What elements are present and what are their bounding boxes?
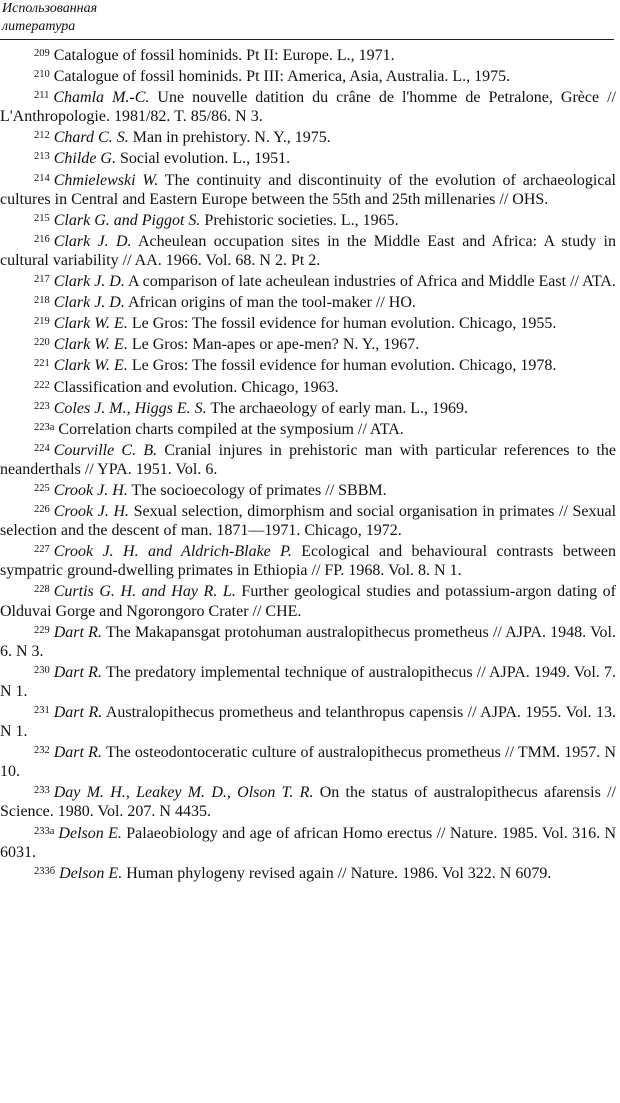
reference-entry: [0, 147, 616, 168]
reference-author: Clark J. D.: [53, 273, 125, 291]
reference-author: Courville C. B.: [53, 441, 158, 459]
reference-text: Catalogue of fossil hominids. Pt III: America, Asia, Australia. L., 1975.: [53, 68, 511, 86]
reference-number: 228: [34, 584, 50, 596]
reference-entry: [0, 621, 616, 661]
reference-entry: [0, 781, 616, 821]
reference-entry: [0, 862, 616, 883]
reference-author: Clark W. E.: [53, 357, 128, 375]
reference-number: 230: [34, 664, 50, 676]
reference-text: The socioecology of primates // SBBM.: [127, 481, 387, 499]
running-header-line-1: Использованная: [2, 1, 98, 16]
reference-number: 233a: [34, 825, 55, 837]
reference-entry: [0, 230, 616, 270]
reference-entry: [0, 661, 616, 701]
reference-author: Clark J. D.: [53, 232, 132, 250]
reference-entry: [0, 65, 616, 86]
reference-number: 217: [34, 274, 50, 286]
reference-text: Correlation charts compiled at the symposium // ATA.: [58, 420, 404, 438]
reference-text: Catalogue of fossil hominids. Pt II: Europe. L., 1971.: [53, 47, 395, 64]
reference-text: The predatory implemental technique of australopithecus // AJPA. 1949. Vol. 7. N 1.: [0, 663, 617, 700]
reference-entry: [0, 291, 616, 312]
reference-entry: [0, 397, 616, 418]
reference-entry: [0, 169, 616, 209]
reference-text: Social evolution. L., 1951.: [115, 150, 291, 168]
reference-author: Delson E.: [59, 864, 123, 882]
reference-number: 224: [34, 442, 50, 454]
reference-entry: [0, 86, 616, 126]
reference-text: Le Gros: The fossil evidence for human evolution. Chicago, 1978.: [127, 357, 557, 375]
reference-number: 219: [34, 316, 50, 328]
reference-number: 214: [34, 172, 50, 184]
reference-number: 225: [34, 482, 50, 494]
running-header-line-2: литература: [2, 19, 76, 34]
reference-number: 227: [34, 544, 50, 556]
reference-entry: [0, 439, 616, 479]
reference-author: Chard C. S.: [53, 129, 129, 147]
reference-number: 233: [34, 785, 50, 797]
reference-text: The Makapansgat protohuman australopithecus prometheus // AJPA. 1948. Vol. 6. N 3.: [0, 623, 617, 660]
reference-text: Le Gros: The fossil evidence for human evolution. Chicago, 1955.: [127, 315, 557, 333]
reference-entry: [0, 540, 616, 580]
reference-entry: [0, 270, 616, 291]
reference-text: Ecological and behavioural contrasts between sympatric ground-dwelling primates in Ethiopia // FP. 1968. Vol. 8. N 1.: [0, 543, 616, 580]
reference-text: Sexual selection, dimorphism and social organisation in primates // Sexual selection and the descent of man. 1871—1971. Chicago, 1972.: [0, 503, 617, 540]
reference-text: Australopithecus prometheus and telanthropus capensis // AJPA. 1955. Vol. 13. N 1.: [0, 704, 617, 741]
reference-author: Crook J. H. and Aldrich-Blake P.: [53, 543, 292, 561]
reference-text: Une nouvelle datition du crâne de l'homme de Petralone, Grèce // L'Anthropologie. 1981/82. T. 85/86. N 3.: [0, 89, 616, 126]
reference-entry: [0, 354, 616, 375]
reference-number: 216: [34, 233, 50, 245]
reference-text: The archaeology of early man. L., 1969.: [206, 399, 469, 417]
reference-author: Dart R.: [53, 744, 102, 762]
reference-number: 213: [34, 151, 50, 163]
reference-text: Acheulean occupation sites in the Middle East and Africa: A study in cultural variability // AA. 1966. Vol. 68. N 2. Pt 2.: [0, 232, 616, 269]
reference-number: 211: [34, 90, 50, 102]
reference-entry: [0, 126, 616, 147]
reference-author: Chmielewski W.: [53, 171, 159, 189]
reference-number: 226: [34, 504, 50, 516]
reference-text: Classification and evolution. Chicago, 1963.: [53, 378, 339, 396]
reference-author: Dart R.: [53, 704, 103, 721]
reference-entry: [0, 44, 616, 65]
reference-entry: [0, 580, 616, 620]
reference-list: [0, 44, 616, 883]
reference-number: 223: [34, 400, 50, 412]
reference-text: Man in prehistory. N. Y., 1975.: [128, 129, 331, 147]
reference-text: A comparison of late acheulean industries of Africa and Middle East // ATA.: [124, 273, 616, 291]
reference-entry: [0, 312, 616, 333]
reference-number: 220: [34, 337, 50, 349]
reference-number: 233б: [34, 865, 56, 877]
reference-number: 223a: [34, 421, 55, 433]
reference-author: Dart R.: [53, 623, 102, 641]
reference-author: Dart R.: [53, 663, 102, 681]
reference-text: Palaeobiology and age of african Homo erectus // Nature. 1985. Vol. 316. N 6031.: [0, 824, 616, 861]
reference-entry: [0, 741, 616, 781]
reference-entry: [0, 333, 616, 354]
reference-text: Human phylogeny revised again // Nature. 1986. Vol 322. N 6079.: [122, 864, 552, 882]
reference-author: Clark W. E.: [53, 315, 128, 333]
reference-number: 209: [34, 48, 50, 59]
reference-entry: [0, 500, 616, 540]
reference-author: Clark W. E.: [53, 336, 128, 354]
running-header: [2, 0, 612, 38]
reference-entry: [0, 376, 616, 397]
reference-number: 232: [34, 745, 50, 757]
reference-number: 212: [34, 130, 50, 142]
reference-number: 215: [34, 212, 50, 224]
header-rule: [0, 39, 614, 40]
reference-number: 231: [34, 705, 50, 716]
reference-entry: [0, 209, 616, 230]
reference-author: Clark G. and Piggot S.: [53, 211, 201, 229]
reference-author: Clark J. D.: [53, 294, 125, 312]
reference-number: 229: [34, 624, 50, 636]
reference-author: Delson E.: [58, 824, 122, 842]
reference-number: 210: [34, 69, 50, 81]
reference-author: Chamla M.-C.: [53, 89, 150, 107]
reference-text: Prehistoric societies. L., 1965.: [200, 211, 399, 229]
reference-entry: [0, 701, 616, 741]
reference-author: Day M. H., Leakey M. D., Olson T. R.: [53, 784, 314, 802]
reference-number: 222: [34, 379, 50, 391]
reference-text: On the status of australopithecus afarensis // Science. 1980. Vol. 207. N 4435.: [0, 784, 616, 821]
reference-number: 218: [34, 295, 50, 307]
reference-entry: [0, 479, 616, 500]
reference-entry: [0, 822, 616, 862]
reference-text: The osteodontoceratic culture of australopithecus prometheus // TMM. 1957. N 10.: [0, 744, 616, 781]
reference-text: Le Gros: Man-apes or ape-men? N. Y., 1967.: [127, 336, 420, 354]
reference-text: African origins of man the tool-maker // HO.: [124, 294, 416, 312]
reference-author: Coles J. M., Higgs E. S.: [53, 399, 207, 417]
reference-entry: [0, 418, 616, 439]
reference-text: The continuity and discontinuity of the evolution of archaeological cultures in Central and Eastern Europe between the 55th and 25th millenaries // OHS.: [0, 171, 616, 208]
reference-text: Further geological studies and potassium-argon dating of Olduvai Gorge and Ngorongoro Crater // CHE.: [0, 583, 617, 620]
reference-author: Curtis G. H. and Hay R. L.: [53, 583, 236, 601]
reference-number: 221: [34, 358, 50, 370]
reference-author: Crook J. H.: [53, 503, 130, 521]
reference-author: Crook J. H.: [53, 481, 128, 499]
reference-author: Childe G.: [53, 150, 116, 168]
reference-text: Cranial injures in prehistoric man with particular references to the neanderthals // YPA. 1951. Vol. 6.: [0, 441, 616, 478]
